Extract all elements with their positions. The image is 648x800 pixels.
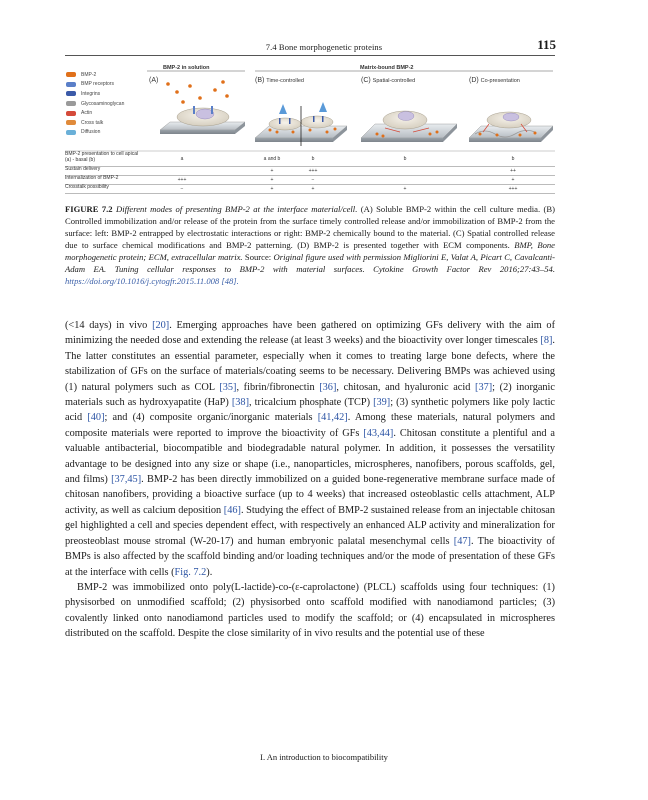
panel-c-subtitle: Spatial-controlled	[372, 78, 416, 84]
paragraph-1	[65, 318, 555, 580]
legend-swatch-icon	[65, 110, 77, 117]
group-matrix-label: Matrix-bound BMP-2	[360, 65, 414, 71]
figure-legend	[65, 70, 145, 137]
body-segment: ; and (4) composite organic/inorganic materials	[104, 412, 318, 424]
table-cell: +	[403, 186, 407, 192]
panel-d-subtitle: Co-presentation	[480, 78, 520, 84]
table-cell: +	[270, 177, 274, 183]
citation-link[interactable]: Fig. 7.2	[174, 566, 207, 578]
caption-title: Different modes of presenting BMP-2 at the interface material/cell.	[116, 204, 358, 214]
caption-abbrev: BMP, Bone morphogenetic protein; ECM, extracellular matrix.	[65, 240, 555, 262]
body-segment: . The latter constitutes an essential parameter, especially when it comes to treating large bone defects, where the stabilization of GFs on the surface of materials/coating seems to be necessary. Delivering BMPs was achieved using (1) natural polymers such as COL	[65, 335, 555, 393]
citation-link[interactable]: [37]	[475, 381, 493, 393]
table-cell: +++	[177, 177, 187, 183]
body-segment: , tricalcium phosphate (TCP)	[249, 397, 374, 409]
table-cell: b	[403, 156, 407, 162]
legend-label: Glycosaminoglycan	[81, 100, 125, 107]
body-segment: (<14 days) in vivo	[65, 320, 153, 331]
citation-link[interactable]: [35]	[219, 381, 237, 393]
table-cell: +	[311, 186, 315, 192]
body-segment: ).	[206, 566, 213, 578]
caption-source-lead: Source:	[244, 252, 272, 262]
header-rule	[65, 55, 555, 56]
table-row-label: Sustain delivery	[65, 166, 101, 172]
legend-item	[65, 89, 145, 99]
body-segment: , fibrin/fibronectin	[236, 381, 320, 393]
panel-a-drawing	[160, 80, 245, 134]
table-cell: −	[311, 177, 315, 183]
figure-caption	[65, 203, 555, 287]
table-cell: a and b	[263, 156, 281, 162]
table-cell: −	[180, 186, 184, 192]
citation-link[interactable]: [37,45]	[111, 474, 142, 486]
table-row-label: Internalization of BMP-2	[65, 175, 119, 181]
table-cell: a	[180, 156, 184, 162]
panel-b-letter: (B)	[255, 77, 265, 84]
running-title: 7.4 Bone morphogenetic proteins	[265, 42, 383, 52]
table-cell: b	[511, 156, 515, 162]
legend-label: Actin	[81, 110, 93, 117]
legend-label: Integrins	[81, 90, 101, 97]
body-segment: . BMP-2 has been directly immobilized on a guided bone-regenerative membrane surface made of chitosan nanofibers, providing a bioactive surface (up to 4 weeks) that increased osteoblastic cells attachment, ALP activity, as well as calcium deposition	[65, 474, 555, 516]
table-row	[65, 152, 555, 167]
body-segment: . The bioactivity of BMPs is also affected by the scaffold binding and/or loading techniques and/or the mode of presentation of these GFs at the interface with cells (	[65, 535, 555, 578]
citation-link[interactable]: [36]	[319, 381, 337, 393]
panel-c-drawing	[361, 111, 457, 142]
legend-label: BMP receptors	[81, 81, 114, 88]
body-segment: ; (2) inorganic materials such as hydroxyapatite (HaP)	[65, 381, 555, 409]
citation-link[interactable]: [8]	[540, 335, 553, 347]
body-segment: . Among these materials, natural polymers and composite materials were reported to improve the bioactivity of GFs	[65, 412, 555, 439]
caption-label: FIGURE 7.2	[65, 204, 113, 214]
legend-swatch-icon	[65, 129, 77, 136]
legend-label: Diffusion	[81, 129, 101, 136]
panel-d-label	[469, 77, 520, 84]
legend-label: BMP-2	[81, 71, 97, 78]
table-row	[65, 176, 555, 185]
legend-swatch-icon	[65, 100, 77, 107]
page-number: 115	[537, 37, 556, 52]
caption-text: (A) Soluble BMP-2 within the cell culture media. (B) Controlled immobilization and/or release of the protein from the surface timely controlled release and/or immobilization of BMP-2 from the surface: left: BMP-2 entrapped by electrostatic interactions or right: BMP-2 chemically bound to the material. (C) Spatial controlled release due to surface chemical modifications and BMP-2 patterning. (D) BMP-2 is presented together with ECM components.	[65, 204, 555, 250]
citation-link[interactable]: [41,42]	[317, 412, 348, 424]
panel-a-label	[149, 77, 158, 84]
panel-b-drawing	[255, 102, 347, 146]
table-cell: +	[270, 168, 274, 174]
legend-swatch-icon	[65, 71, 77, 78]
body-segment: . Chitosan constitute a plentiful and a valuable antibacterial, biocompatible and biodegradable natural polymer. In addition, it possesses the versatility advantage to be designed into any size or shape (i.e., nanoparticles, microspheres, nanofibers, porous scaffolds, gel, and films)	[65, 427, 555, 486]
table-cell: +	[270, 186, 274, 192]
legend-item	[65, 80, 145, 90]
table-cell: +++	[508, 186, 518, 192]
body-segment: . Emerging approaches have been gathered on optimizing GFs delivery with the aim of minimizing the needed dose and extending the release (at least 3 weeks) and the bioactivity over longer timescales	[65, 320, 556, 347]
panel-b-subtitle: Time-controlled	[266, 78, 304, 84]
paragraph-2: BMP-2 was immobilized onto poly(L-lactide)-co-(ε-caprolactone) (PLCL) scaffolds using four techniques: (1) physisorbed on unmodified scaffold; (2) physisorbed onto scaffold modified with nanodiamond particles; (3) covalently linked onto nanodiamond particles used to modify the scaffold; or (4) encapsulated in microspheres distributed on the scaffold. Despite the close similarity of in vivo results and the potential use of these	[65, 581, 555, 640]
table-cell: ++	[510, 168, 516, 174]
citation-link[interactable]: [20]	[152, 320, 170, 331]
legend-item	[65, 70, 145, 80]
legend-swatch-icon	[65, 90, 77, 97]
body-segment: ; (3) synthetic polymers like poly lactic acid	[65, 397, 556, 424]
citation-link[interactable]: [47]	[453, 535, 471, 547]
citation-link[interactable]: [46]	[223, 504, 241, 516]
legend-swatch-icon	[65, 119, 77, 126]
body-text	[65, 318, 555, 642]
citation-link[interactable]: [43,44]	[363, 427, 394, 439]
panel-d-drawing	[469, 112, 553, 142]
table-row	[65, 167, 555, 176]
body-segment: , chitosan, and hyaluronic acid	[336, 381, 476, 393]
legend-label: Cross talk	[81, 119, 104, 126]
panel-c-letter: (C)	[361, 77, 371, 84]
legend-item	[65, 128, 145, 138]
citation-link[interactable]: [38]	[231, 397, 250, 409]
panel-a-letter: (A)	[149, 77, 159, 84]
panel-d-letter: (D)	[469, 77, 479, 84]
figure-7-2	[65, 62, 555, 197]
citation-link[interactable]: [39]	[373, 397, 391, 409]
caption-source: Original figure used with permission Migliorini E, Valat A, Picart C, Cavalcanti-Adam EA. Tuning cellular responses to BMP-2 with material surfaces. Cytokine Growth Factor Rev 2016;27:43–54.	[65, 252, 556, 274]
table-cell: +++	[308, 168, 318, 174]
legend-swatch-icon	[65, 81, 77, 88]
legend-item	[65, 108, 145, 118]
table-cell: b	[311, 156, 315, 162]
table-row-label: BMP-2 presentation to cell apical (a) - basal (b)	[65, 151, 139, 163]
table-row	[65, 185, 555, 194]
panel-b-label	[255, 77, 304, 84]
citation-link[interactable]: [40]	[87, 412, 105, 424]
panel-c-label	[361, 77, 415, 84]
figure-property-table	[65, 152, 555, 194]
table-cell: +	[511, 177, 515, 183]
legend-item	[65, 99, 145, 109]
page-footer: I. An introduction to biocompatibility	[260, 752, 388, 762]
table-row-label: Crosstalk possibility	[65, 184, 109, 190]
legend-item	[65, 118, 145, 128]
body-segment: . Studying the effect of BMP-2 sustained release from an injectable chitosan gel highlighted a cell and species dependent effect, with respectively an enhanced ALP activity and mineralization for preosteoblast mouse stromal (W-20-17) and human embryonic palatal mesenchymal cells	[65, 504, 556, 547]
group-solution-label: BMP-2 in solution	[163, 65, 210, 71]
caption-doi-link[interactable]: https://doi.org/10.1016/j.cytogfr.2015.11.008 [48].	[65, 276, 239, 286]
